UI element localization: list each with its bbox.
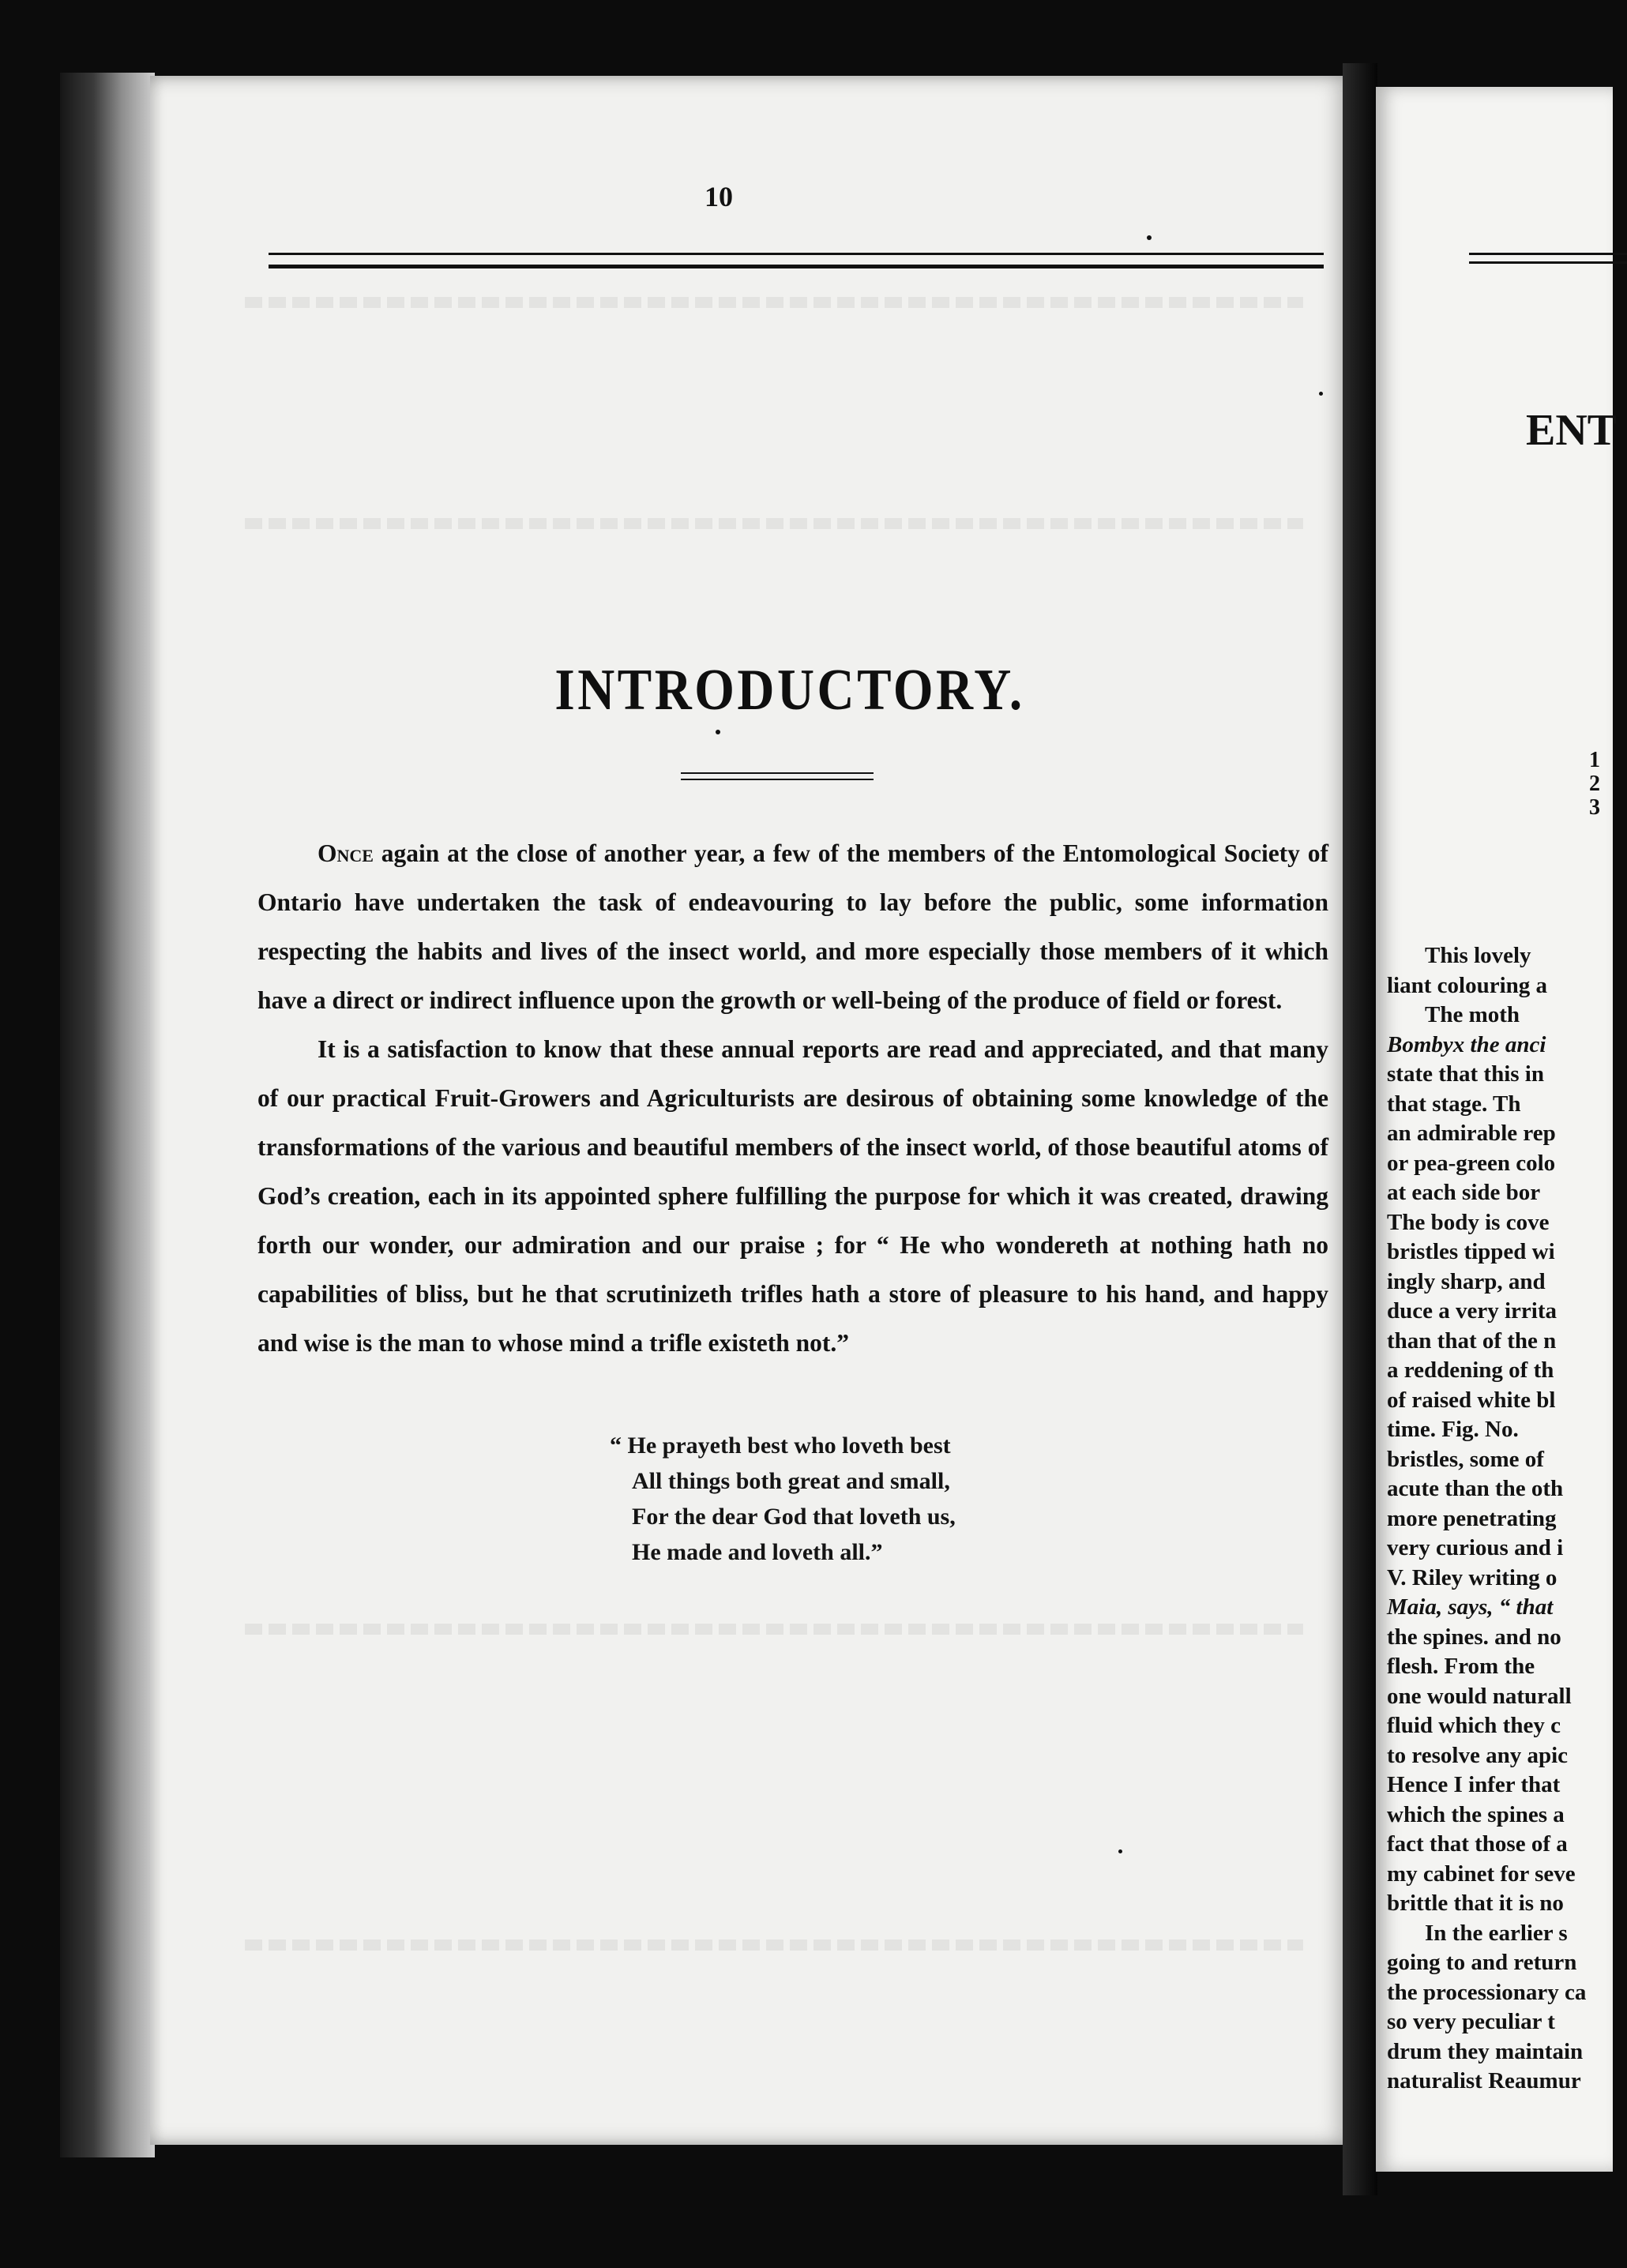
text-line: at each side bor: [1387, 1180, 1541, 1205]
text-line: Hence I infer that: [1387, 1772, 1561, 1797]
list-number: 3: [1589, 795, 1600, 820]
body-text: [257, 829, 1328, 1368]
text-line: state that this in: [1387, 1061, 1544, 1087]
list-number: 1: [1589, 748, 1600, 772]
text-line: drum they maintain: [1387, 2038, 1584, 2064]
print-speck: [716, 730, 720, 734]
text-line: V. Riley writing o: [1387, 1564, 1557, 1590]
poem-line: All things both great and small,: [632, 1468, 950, 1494]
text-line: which the spines a: [1387, 1801, 1565, 1827]
page-number: 10: [705, 181, 733, 212]
text-line: This lovely: [1425, 943, 1531, 968]
print-speck: [1118, 1849, 1122, 1853]
header-rule: [1469, 253, 1627, 264]
text-line: to resolve any apic: [1387, 1742, 1569, 1768]
right-page-heading-fragment: ENT: [1526, 406, 1618, 455]
print-speck: [1319, 392, 1323, 396]
text-line: duce a very irrita: [1387, 1298, 1557, 1324]
poem-quotation: [610, 1428, 1163, 1570]
heading-underline-rule: [681, 772, 874, 780]
text-line: time. Fig. No.: [1387, 1417, 1519, 1442]
bleed-through-texture: [245, 1939, 1303, 1951]
print-speck: [1147, 235, 1152, 240]
text-line: The moth: [1425, 1002, 1520, 1027]
poem-line: “ He prayeth best who loveth best: [610, 1433, 951, 1459]
right-page: [1376, 87, 1618, 2172]
text-line: fact that those of a: [1387, 1831, 1568, 1857]
text-line: that stage. Th: [1387, 1091, 1521, 1117]
text-line: brittle that it is no: [1387, 1891, 1564, 1916]
text-line: or pea-green colo: [1387, 1150, 1556, 1176]
text-line: Bombyx the anci: [1387, 1031, 1546, 1057]
paragraph-2: [257, 1025, 1328, 1368]
poem-line: For the dear God that loveth us,: [632, 1504, 956, 1530]
text-line: The body is cove: [1387, 1209, 1550, 1235]
book-gutter: [1343, 63, 1377, 2195]
text-line: bristles tipped wi: [1387, 1239, 1555, 1264]
paragraph-1: [257, 829, 1328, 1025]
text-line: In the earlier s: [1425, 1920, 1568, 1946]
text-line: going to and return: [1387, 1950, 1577, 1975]
text-line: so very peculiar t: [1387, 2009, 1555, 2034]
poem-line: He made and loveth all.”: [632, 1539, 883, 1565]
text-line: a reddening of th: [1387, 1357, 1554, 1383]
text-line: ingly sharp, and: [1387, 1268, 1546, 1294]
paragraph-text: again at the close of another year, a few of the members of the Entomological Society of Ontario have undertaken the task of endeavouring to lay before the public, some information respecting the habits and lives of the insect world, and more especially those members of it which have a direct or indirect influence upon the growth or well-being of the produce of field or forest.: [257, 839, 1328, 1014]
text-line: liant colouring a: [1387, 972, 1548, 998]
text-line: bristles, some of: [1387, 1446, 1544, 1472]
bleed-through-texture: [245, 297, 1303, 308]
text-line: than that of the n: [1387, 1327, 1557, 1354]
text-line: more penetrating: [1387, 1505, 1557, 1531]
paragraph-text: It is a satisfaction to know that these annual reports are read and appreciated, and that many of our practical Fruit-Growers and Agriculturists are desirous of obtaining some knowledge of the transformations of the various and beautiful members of the insect world, of those beautiful atoms of God’s creation, each in its appointed sphere fulfilling the purpose for which it was created, drawing forth our wonder, our admiration and our praise ; for “ He who wondereth at nothing hath no capabilities of bliss, but he that scrutinizeth trifles hath a store of pleasure to his hand, and happy and wise is the man to whose mind a trifle existeth not.”: [257, 1035, 1328, 1357]
section-heading: INTRODUCTORY.: [554, 658, 1025, 723]
text-line: naturalist Reaumur: [1387, 2068, 1581, 2093]
text-line: my cabinet for seve: [1387, 1861, 1576, 1887]
paragraph-lead-word: Once: [318, 839, 374, 867]
bleed-through-texture: [245, 1624, 1303, 1635]
numbered-list-fragment: [1589, 749, 1600, 820]
text-line: acute than the oth: [1387, 1476, 1564, 1501]
text-line: flesh. From the: [1387, 1654, 1535, 1679]
header-double-rule: [269, 253, 1324, 268]
text-line: the processionary ca: [1387, 1979, 1587, 2005]
text-line: fluid which they c: [1387, 1713, 1561, 1738]
book-spine-shadow: [60, 73, 155, 2157]
text-line: one would naturall: [1387, 1683, 1572, 1709]
list-number: 2: [1589, 772, 1600, 796]
bleed-through-texture: [245, 518, 1303, 529]
text-line: very curious and i: [1387, 1535, 1564, 1560]
text-line: an admirable rep: [1387, 1121, 1556, 1146]
right-page-text: [1387, 941, 1624, 2097]
text-line: the spines. and no: [1387, 1624, 1561, 1650]
text-line: Maia, says, “ that: [1387, 1594, 1554, 1620]
text-line: of raised white bl: [1387, 1387, 1556, 1413]
